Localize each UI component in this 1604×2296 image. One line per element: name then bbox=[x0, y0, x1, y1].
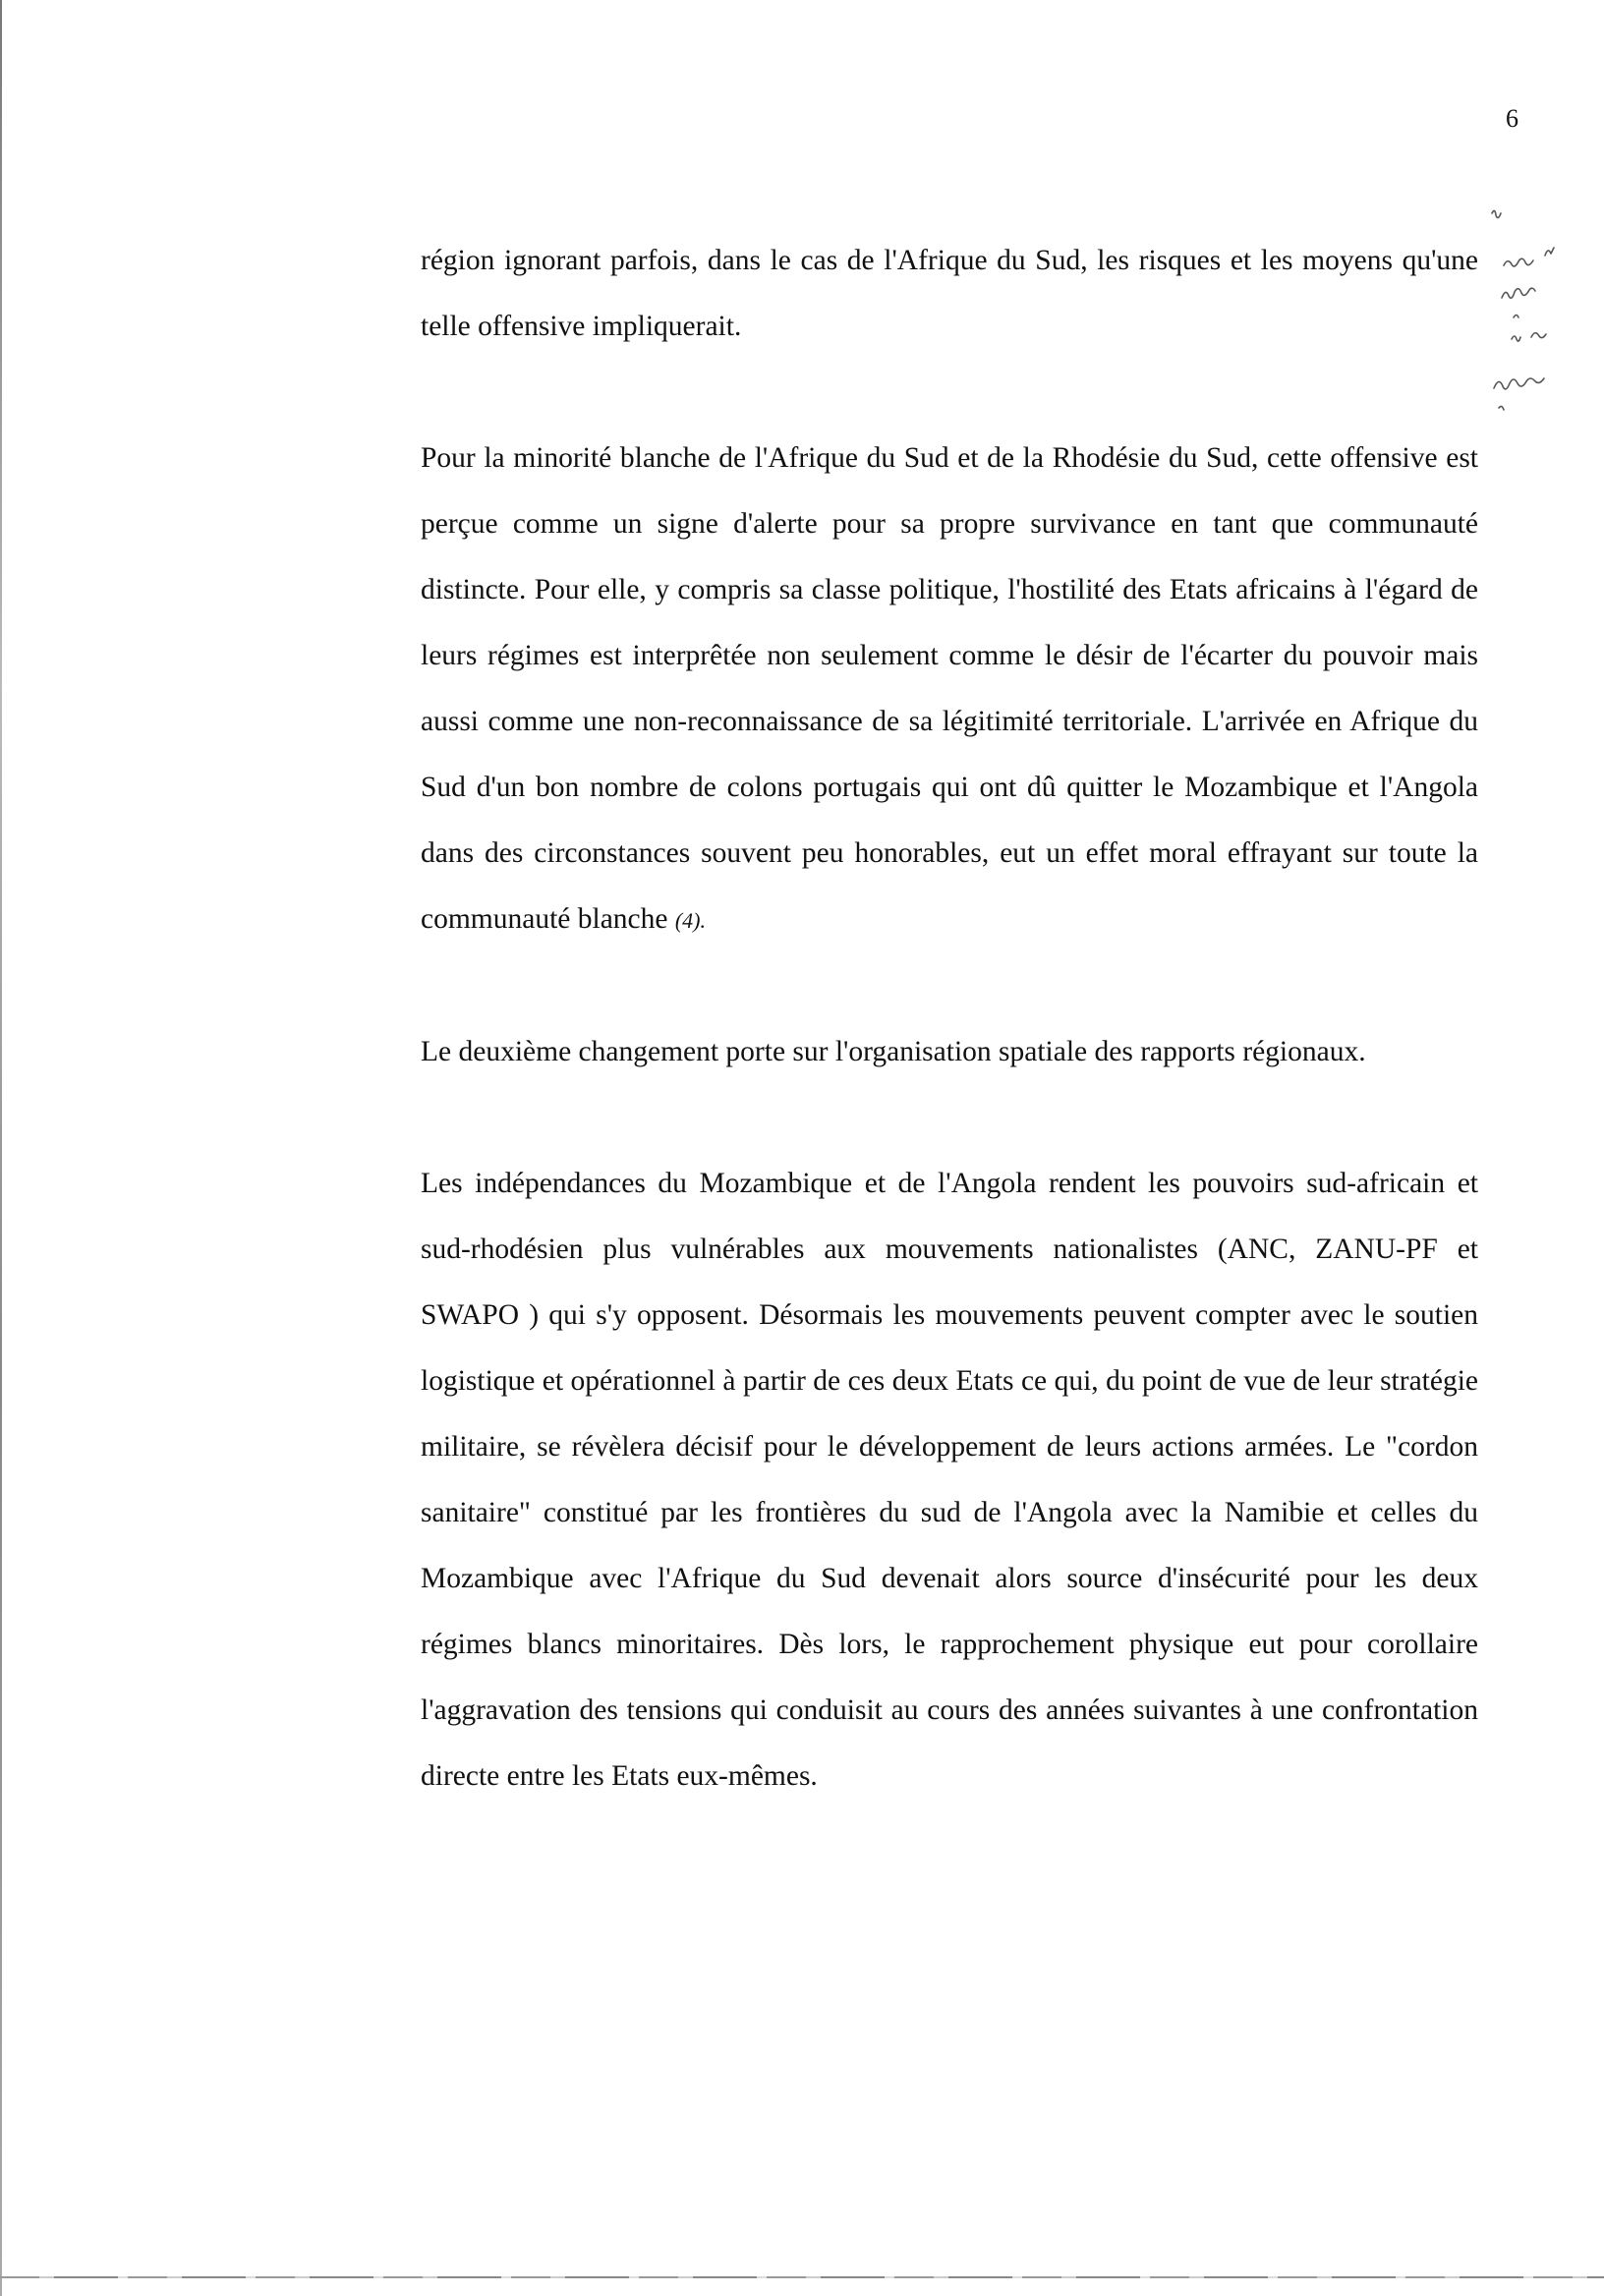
page-number: 6 bbox=[1506, 104, 1518, 133]
paragraph-1 bbox=[421, 228, 1478, 360]
paragraph-2 bbox=[421, 426, 1478, 953]
paragraph-4-text: Les indépendances du Mozambique et de l'Angola rendent les pouvoirs sud-africain et sud-rhodésien plus vulnérables aux mouvements nationalistes (ANC, ZANU-PF et SWAPO ) qui s'y opposent. Désormais les mouvements peuvent compter avec le soutien logistique et opérationnel à partir de ces deux Etats ce qui, du point de vue de leur stratégie militaire, se révèlera décisif pour le développement de leurs actions armées. Le "cordon sanitaire" constitué par les frontières du sud de l'Angola avec la Namibie et celles du Mozambique avec l'Afrique du Sud devenait alors source d'insécurité pour les deux régimes blancs minoritaires. Dès lors, le rapprochement physique eut pour corollaire l'aggravation des tensions qui conduisit au cours des années suivantes à une confrontation directe entre les Etats eux-mêmes. bbox=[421, 1168, 1478, 1792]
paragraph-4 bbox=[421, 1151, 1478, 1809]
footnote-reference: (4). bbox=[674, 908, 707, 933]
paragraph-2-text: Pour la minorité blanche de l'Afrique du Sud et de la Rhodésie du Sud, cette offensive est perçue comme un signe d'alerte pour sa propre survivance en tant que communauté distincte. Pour elle, y compris sa classe politique, l'hostilité des Etats africains à l'égard de leurs régimes est interprêtée non seulement comme le désir de l'écarter du pouvoir mais aussi comme une non-reconnaissance de sa légitimité territoriale. L'arrivée en Afrique du Sud d'un bon nombre de colons portugais qui ont dû quitter le Mozambique et l'Angola dans des circonstances souvent peu honorables, eut un effet moral effrayant sur toute la communauté blanche bbox=[421, 442, 1478, 935]
handwritten-margin-note bbox=[1484, 201, 1592, 447]
handwriting-scribble-icon bbox=[1484, 201, 1592, 447]
body-text bbox=[421, 228, 1478, 1809]
paragraph-1-text: région ignorant parfois, dans le cas de l'Afrique du Sud, les risques et les moyens qu'une telle offensive impliquerait. bbox=[421, 245, 1478, 342]
paragraph-3-text: Le deuxième changement porte sur l'organisation spatiale des rapports régionaux. bbox=[421, 1036, 1366, 1067]
paragraph-3 bbox=[421, 1019, 1478, 1085]
scan-edge-bottom bbox=[0, 2276, 1604, 2278]
scan-edge-left bbox=[0, 0, 2, 2296]
